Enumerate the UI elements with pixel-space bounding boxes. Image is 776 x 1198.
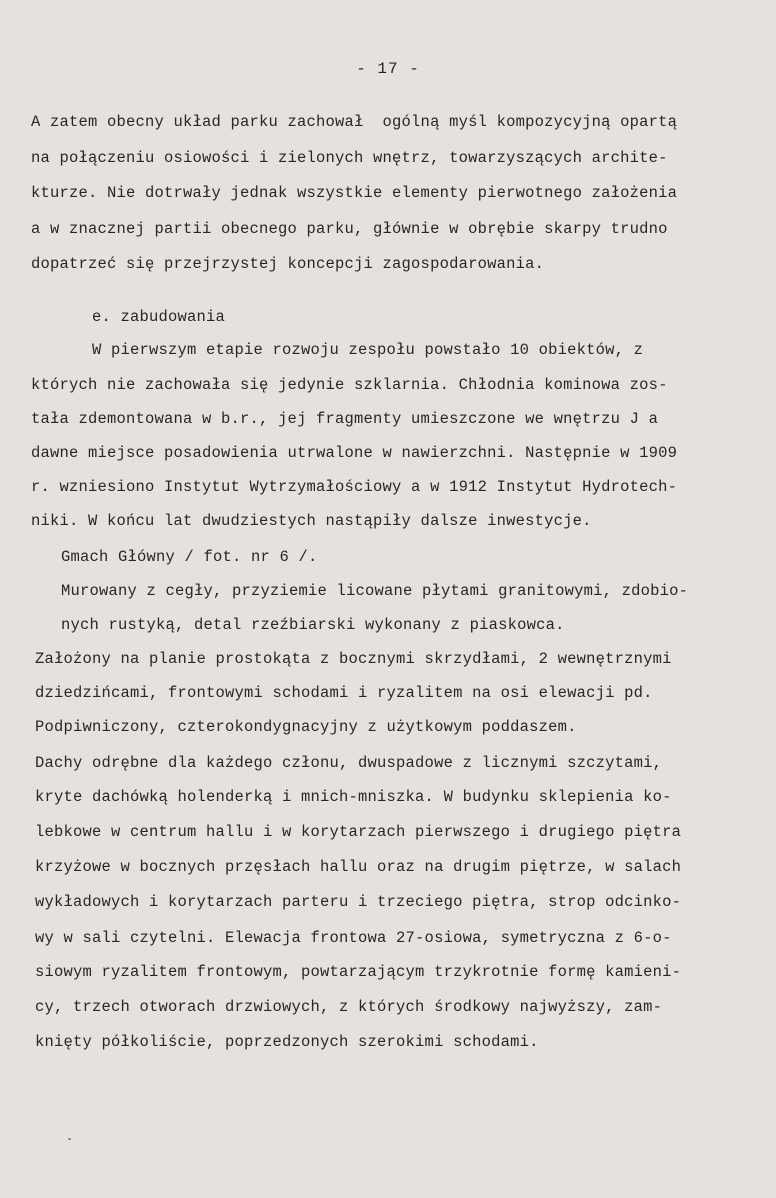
text-line: Założony na planie prostokąta z bocznymi skrzydłami, 2 wewnętrznymi	[35, 650, 672, 668]
paper-speck	[68, 1138, 71, 1140]
text-line: kturze. Nie dotrwały jednak wszystkie elementy pierwotnego założenia	[31, 184, 678, 202]
text-line: wy w sali czytelni. Elewacja frontowa 27-osiowa, symetryczna z 6-o-	[35, 929, 672, 947]
text-line: wykładowych i korytarzach parteru i trzeciego piętra, strop odcinko-	[35, 893, 682, 911]
text-line: Murowany z cegły, przyziemie licowane płytami granitowymi, zdobio-	[61, 582, 689, 600]
text-line: nych rustyką, detal rzeźbiarski wykonany z piaskowca.	[61, 616, 565, 634]
text-line: dopatrzeć się przejrzystej koncepcji zagospodarowania.	[31, 255, 545, 273]
text-line: których nie zachowała się jedynie szklarnia. Chłodnia kominowa zos-	[31, 376, 668, 394]
text-line: W pierwszym etapie rozwoju zespołu powstało 10 obiektów, z	[92, 341, 644, 359]
text-line: kryte dachówką holenderką i mnich-mniszka. W budynku sklepienia ko-	[35, 788, 672, 806]
text-line: siowym ryzalitem frontowym, powtarzającym trzykrotnie formę kamieni-	[35, 963, 682, 981]
text-line: a w znacznej partii obecnego parku, głównie w obrębie skarpy trudno	[31, 220, 668, 238]
text-line: dawne miejsce posadowienia utrwalone w nawierzchni. Następnie w 1909	[31, 444, 678, 462]
text-line: krzyżowe w bocznych przęsłach hallu oraz na drugim piętrze, w salach	[35, 858, 682, 876]
text-line: Dachy odrębne dla każdego członu, dwuspadowe z licznymi szczytami,	[35, 754, 663, 772]
text-line: A zatem obecny układ parku zachował ogólną myśl kompozycyjną opartą	[31, 113, 678, 131]
text-line: dziedzińcami, frontowymi schodami i ryzalitem na osi elewacji pd.	[35, 684, 653, 702]
subheading: Gmach Główny / fot. nr 6 /.	[61, 548, 318, 566]
text-line: Podpiwniczony, czterokondygnacyjny z użytkowym poddaszem.	[35, 718, 577, 736]
text-line: knięty półkoliście, poprzedzonych szerokimi schodami.	[35, 1033, 539, 1051]
text-line: na połączeniu osiowości i zielonych wnętrz, towarzyszących archite-	[31, 149, 668, 167]
page-number: - 17 -	[356, 60, 420, 78]
text-line: r. wzniesiono Instytut Wytrzymałościowy a w 1912 Instytut Hydrotech-	[31, 478, 678, 496]
section-heading: e. zabudowania	[92, 308, 226, 326]
text-line: cy, trzech otworach drzwiowych, z których środkowy najwyższy, zam-	[35, 998, 663, 1016]
text-line: lebkowe w centrum hallu i w korytarzach pierwszego i drugiego piętra	[35, 823, 682, 841]
text-line: niki. W końcu lat dwudziestych nastąpiły dalsze inwestycje.	[31, 512, 592, 530]
text-line: tała zdemontowana w b.r., jej fragmenty umieszczone we wnętrzu J a	[31, 410, 659, 428]
